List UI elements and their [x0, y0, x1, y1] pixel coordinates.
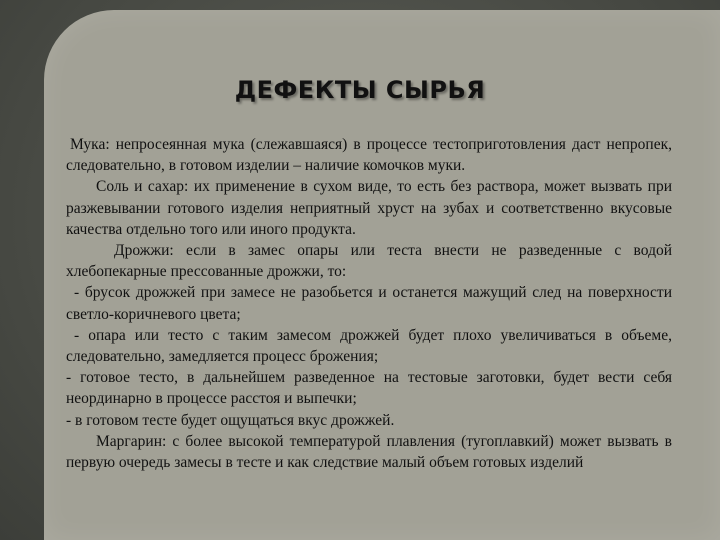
list-item-yeast-taste: - в готовом тесте будет ощущаться вкус дрожжей.	[66, 411, 395, 429]
paragraph-salt-sugar: Соль и сахар: их применение в сухом виде, то есть без раствора, может вызвать при разжевывании готового изделия неприятный хруст на зубах и соответственно вкусовые качества отдельно того или иного продукта.	[66, 178, 672, 238]
slide-body	[66, 134, 672, 473]
paragraph-flour: Мука: непросеянная мука (слежавшаяся) в процессе тестоприготовления даст непропек, следовательно, в готовом изделии – наличие комочков муки.	[66, 136, 672, 175]
list-item-dough-rise: - опара или тесто с таким замесом дрожжей будет плохо увеличиваться в объеме, следовательно, замедляется процесс брожения;	[66, 326, 672, 366]
slide-title: ДЕФЕКТЫ СЫРЬЯ	[234, 76, 486, 104]
paragraph-yeast: Дрожжи: если в замес опары или теста внести не разведенные с водой хлебопекарные прессованные дрожжи, то:	[66, 242, 672, 281]
paragraph-margarine: Маргарин: с более высокой температурой плавления (тугоплавкий) может вызвать в первую очередь замесы в тесте и как следствие малый объем готовых изделий	[66, 432, 672, 472]
list-item-yeast-block: - брусок дрожжей при замесе не разобьется и останется мажущий след на поверхности светло-коричневого цвета;	[66, 284, 672, 323]
list-item-dough-behavior: - готовое тесто, в дальнейшем разведенное на тестовые заготовки, будет вести себя неординарно в процессе расстоя и выпечки;	[66, 369, 672, 408]
